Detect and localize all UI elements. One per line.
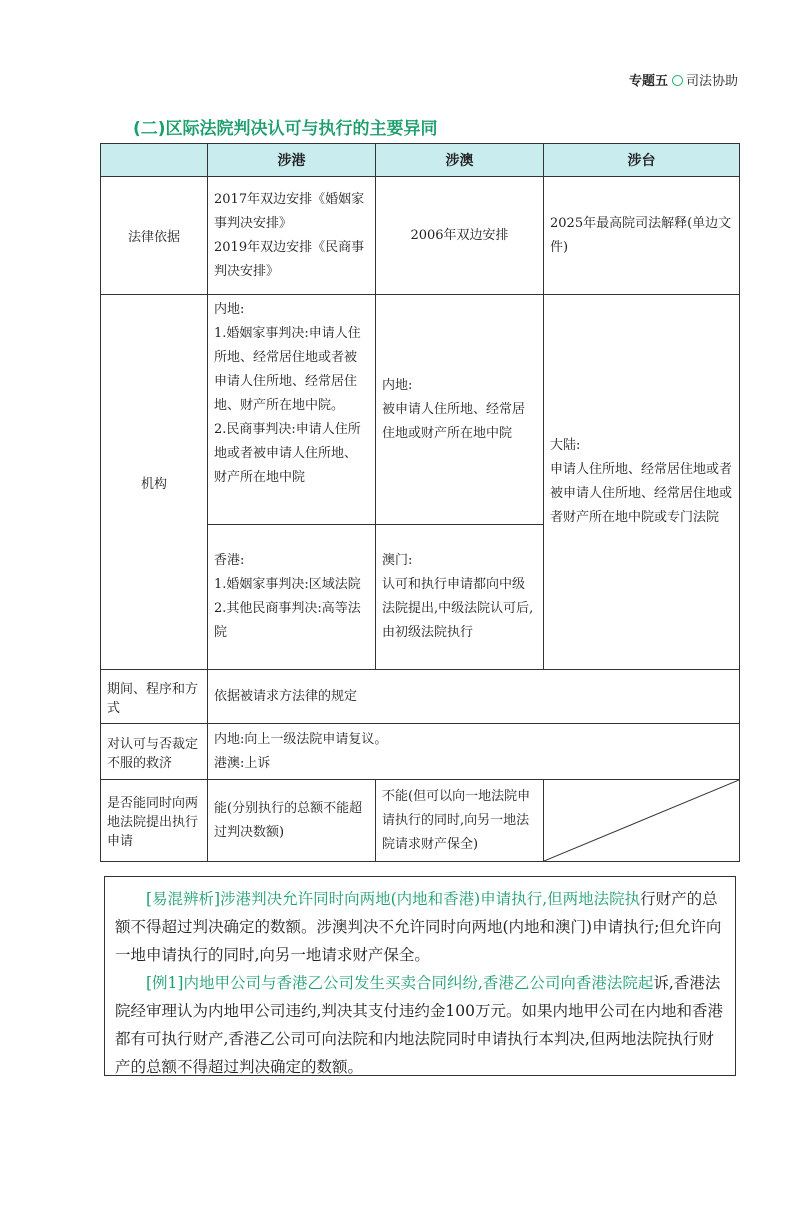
row-procedure: [101, 670, 740, 724]
legal-basis-hk-line: 2017年双边安排《婚姻家事判决安排》: [214, 191, 365, 231]
row-label-procedure: 期间、程序和方式: [101, 670, 208, 724]
row-remedy: [101, 724, 740, 780]
header-tw: 涉台: [544, 144, 740, 177]
institution-line: 大陆:: [550, 438, 581, 453]
remedy-values: [208, 724, 740, 780]
institution-line: 2.其他民商事判决:高等法院: [214, 601, 361, 640]
institution-line: 1.婚姻家事判决:区域法院: [214, 577, 361, 592]
simultaneous-hk: 能(分别执行的总额不能超过判决数额): [208, 780, 376, 862]
institution-hk-mainland: [208, 295, 376, 525]
institution-tw: [544, 295, 740, 670]
row-institution-mainland: [101, 295, 740, 525]
row-simultaneous: [101, 780, 740, 862]
remedy-line: 港澳:上诉: [214, 755, 271, 771]
note-paragraph-2: [115, 969, 725, 1081]
institution-line: 内地:: [382, 377, 413, 393]
note-example-green: [例1]内地甲公司与香港乙公司发生买卖合同纠纷,香港乙公司向香港法院起: [146, 974, 654, 992]
header-topic: 专题五: [628, 74, 668, 89]
legal-basis-mo: 2006年双边安排: [376, 177, 544, 295]
note-box: [104, 876, 736, 1076]
row-label-legal-basis: 法律依据: [101, 177, 208, 295]
legal-basis-tw: 2025年最高院司法解释(单边文件): [544, 177, 740, 295]
note-paragraph-1: [115, 885, 725, 969]
institution-line: 1.婚姻家事判决:申请人住所地、经常居住地或者被申请人住所地、经常居住地、财产所在地中院。: [214, 326, 361, 413]
institution-line: 澳门:: [382, 553, 413, 568]
legal-basis-hk: [208, 177, 376, 295]
institution-line: 申请人住所地、经常居住地或者被申请人住所地、经常居住地或者财产所在地中院或专门法院: [550, 462, 733, 525]
institution-mo-macau: [376, 525, 544, 670]
section-title: (二)区际法院判决认可与执行的主要异同: [133, 119, 438, 139]
institution-line: 2.民商事判决:申请人住所地或者被申请人住所地、财产所在地中院: [214, 422, 361, 485]
note-example-text: 诉,香港法院经审理认为内地甲公司违约,判决其支付违约金100万元。如果内地甲公司在内地和香港都有可执行财产,香港乙公司可向法院和内地法院同时申请执行本判决,但两地法院执行财产的总额不得超过判决确定的数额。: [115, 974, 724, 1076]
table-header-row: [101, 144, 740, 177]
header-hk: 涉港: [208, 144, 376, 177]
note-tip-text: 行财产的总额不得超过判决确定的数额。涉澳判决不允许同时向两地(内地和澳门)申请执行;但允许向一地申请执行的同时,向另一地请求财产保全。: [115, 890, 722, 964]
remedy-line: 内地:向上一级法院申请复议。: [214, 731, 388, 747]
institution-line: 被申请人住所地、经常居住地或财产所在地中院: [382, 401, 526, 441]
institution-line: 香港:: [214, 553, 245, 568]
comparison-table: [100, 143, 740, 862]
institution-line: 认可和执行申请都向中级法院提出,中级法院认可后,由初级法院执行: [382, 577, 534, 640]
note-tip-green: [易混辨析]涉港判决允许同时向两地(内地和香港)申请执行,但两地法院执: [146, 890, 641, 908]
row-label-simultaneous: 是否能同时向两地法院提出执行申请: [101, 780, 208, 862]
simultaneous-mo: 不能(但可以向一地法院申请执行的同时,向另一地法院请求财产保全): [376, 780, 544, 862]
row-label-institution: 机构: [101, 295, 208, 670]
header-subtitle: 司法协助: [685, 74, 738, 89]
header-mo: 涉澳: [376, 144, 544, 177]
institution-hk-hk: [208, 525, 376, 670]
row-legal-basis: [101, 177, 740, 295]
row-label-remedy: 对认可与否裁定不服的救济: [101, 724, 208, 780]
header-blank: [101, 144, 208, 177]
institution-mo-mainland: [376, 295, 544, 525]
procedure-value: 依据被请求方法律的规定: [208, 670, 740, 724]
circle-icon: [672, 75, 683, 86]
simultaneous-tw-empty: [544, 780, 740, 862]
institution-line: 内地:: [214, 302, 245, 317]
legal-basis-hk-line: 2019年双边安排《民商事判决安排》: [214, 239, 365, 279]
diagonal-line: [544, 780, 739, 861]
running-header: [629, 70, 738, 89]
